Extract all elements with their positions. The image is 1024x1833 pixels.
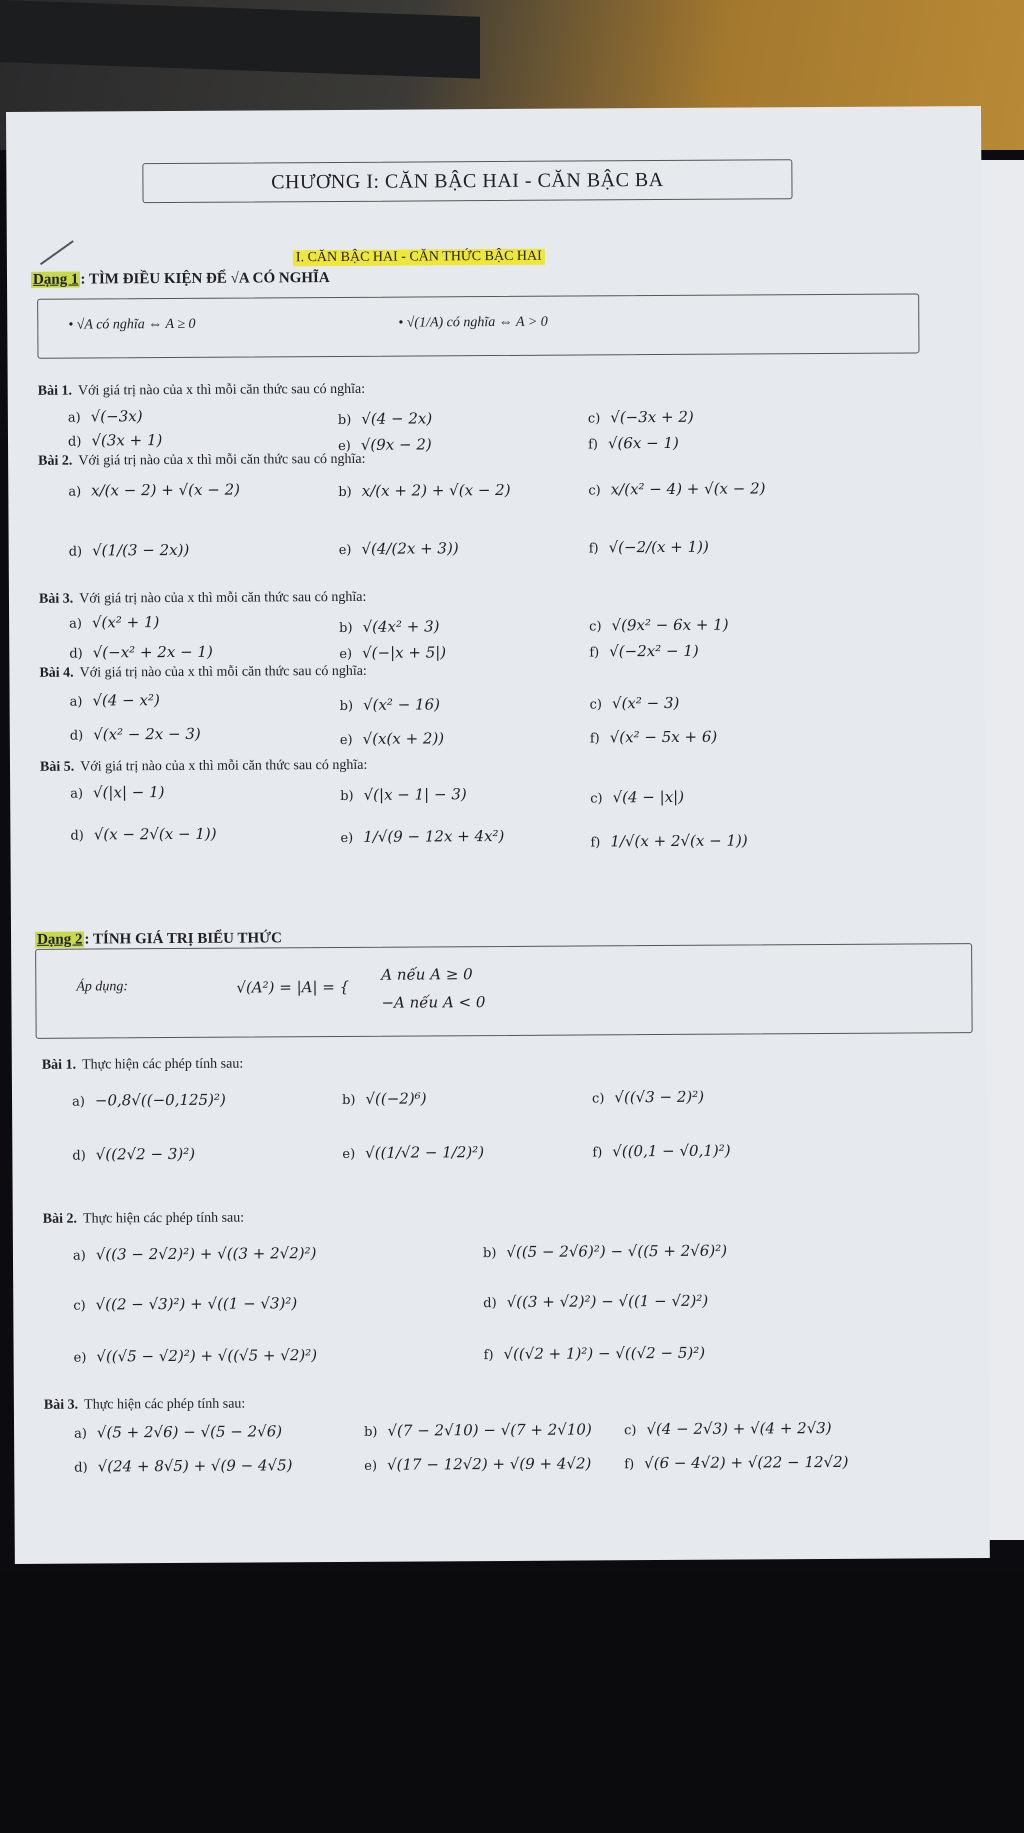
exercise-item	[590, 831, 747, 850]
item-expression: √((0,1 − √0,1)²)	[612, 1141, 731, 1161]
exercise-prompt: Với giá trị nào của x thì mỗi căn thức sau có nghĩa:	[77, 381, 366, 399]
exercise-title	[42, 1057, 243, 1074]
exercise-item	[624, 1419, 832, 1438]
exercise-item	[590, 728, 717, 747]
exercise-item	[68, 481, 240, 500]
exercise-number: Bài 3.	[43, 1397, 79, 1413]
dang1-label: Dạng 1	[32, 271, 79, 288]
exercise-prompt: Với giá trị nào của x thì mỗi căn thức sau có nghĩa:	[78, 451, 366, 469]
exercise-item	[338, 481, 510, 500]
exercise-item	[68, 431, 162, 450]
item-label: e)	[339, 732, 353, 748]
exercise-item	[364, 1454, 591, 1473]
item-label: c)	[588, 483, 601, 499]
exercise-number: Bài 2.	[42, 1211, 78, 1227]
item-expression: √(4 − 2√3) + √(4 + 2√3)	[646, 1418, 832, 1439]
exercise-item	[588, 479, 765, 498]
exercise-item	[339, 539, 459, 558]
item-label: d)	[72, 1148, 86, 1164]
exercise-number: Bài 4.	[39, 665, 74, 681]
item-label: a)	[72, 1248, 86, 1264]
exercise-item	[340, 827, 504, 846]
item-label: f)	[483, 1348, 494, 1364]
item-expression: √(−3x)	[90, 407, 143, 426]
item-expression: √(4 − |x|)	[612, 787, 685, 807]
condition-2: • √(1/A) có nghĩa ⇔ A > 0	[398, 314, 548, 331]
item-label: a)	[67, 410, 81, 426]
apdung-box	[35, 943, 973, 1039]
dang1-title: : TÌM ĐIỀU KIỆN ĐỂ √A CÓ NGHĨA	[80, 270, 330, 288]
item-label: d)	[483, 1296, 497, 1312]
item-label: b)	[339, 620, 353, 636]
exercise-item	[74, 1346, 318, 1365]
exercise-item	[589, 616, 729, 635]
item-label: f)	[589, 645, 600, 661]
apdung-case-2: −A nếu A < 0	[381, 993, 486, 1012]
exercise-item	[339, 617, 439, 636]
exercise-item	[68, 407, 143, 425]
item-expression: √((2√2 − 3)²)	[95, 1144, 196, 1164]
item-expression: √(|x − 1| − 3)	[363, 785, 467, 804]
exercise-item	[484, 1344, 706, 1363]
item-label: b)	[340, 788, 354, 804]
item-expression: √(x − 2√(x − 1))	[93, 824, 217, 844]
item-expression: x/(x² − 4) + √(x − 2)	[610, 479, 766, 499]
item-expression: x/(x − 2) + √(x − 2)	[91, 480, 241, 500]
item-expression: √(x² − 16)	[362, 695, 441, 714]
exercise-item	[69, 541, 190, 560]
item-label: a)	[70, 786, 84, 802]
item-label: e)	[338, 542, 352, 558]
exercise-item	[589, 642, 698, 661]
exercise-item	[70, 725, 201, 744]
item-expression: √(x(x + 2))	[362, 729, 445, 748]
exercise-item	[624, 1453, 848, 1472]
exercise-item	[590, 788, 684, 807]
item-label: e)	[340, 830, 354, 846]
item-expression: √(x² + 1)	[91, 613, 160, 632]
worksheet-page	[6, 106, 990, 1564]
exercise-title	[39, 664, 366, 682]
item-label: f)	[624, 1457, 635, 1473]
exercise-number: Bài 1.	[37, 383, 72, 399]
dang2-heading	[35, 930, 282, 949]
item-label: c)	[591, 1091, 605, 1107]
item-label: a)	[74, 1426, 87, 1442]
item-label: b)	[341, 1092, 356, 1108]
item-expression: √(4 − x²)	[92, 691, 160, 710]
item-label: f)	[592, 1145, 603, 1161]
exercise-item	[588, 434, 679, 453]
item-label: b)	[339, 698, 354, 714]
item-label: c)	[624, 1423, 637, 1439]
item-label: f)	[590, 835, 601, 851]
exercise-item	[340, 729, 444, 748]
exercise-item	[73, 1294, 297, 1313]
exercise-item	[70, 783, 164, 802]
item-expression: √(6x − 1)	[607, 433, 679, 453]
dang2-title: : TÍNH GIÁ TRỊ BIỂU THỨC	[84, 930, 282, 948]
exercise-item	[483, 1242, 727, 1261]
item-label: f)	[588, 541, 599, 557]
exercise-item	[338, 409, 432, 428]
item-expression: √(x² − 2x − 3)	[93, 724, 201, 744]
item-expression: √(x² − 5x + 6)	[609, 727, 718, 747]
dang1-heading	[31, 270, 330, 289]
dang2-label: Dạng 2	[37, 931, 83, 948]
exercise-title	[38, 452, 365, 470]
table-surface	[0, 1570, 1024, 1833]
item-label: e)	[339, 646, 353, 662]
item-label: d)	[69, 646, 83, 662]
exercise-number: Bài 3.	[38, 591, 74, 607]
item-label: e)	[342, 1146, 356, 1162]
apdung-formula: √(A²) = |A| = {	[236, 977, 350, 997]
item-expression: x/(x + 2) + √(x − 2)	[361, 480, 511, 500]
exercise-item	[70, 825, 216, 844]
condition-box	[37, 293, 919, 358]
exercise-item	[589, 538, 709, 557]
exercise-title	[38, 382, 365, 400]
exercise-item	[70, 691, 160, 710]
exercise-title	[43, 1211, 244, 1228]
item-expression: √(−|x + 5|)	[362, 643, 447, 662]
exercise-prompt: Thực hiện các phép tính sau:	[84, 1396, 246, 1413]
item-expression: −0,8√((−0,125)²)	[94, 1090, 226, 1110]
item-expression: √(x² − 3)	[611, 693, 680, 713]
exercise-item	[339, 643, 446, 662]
item-label: d)	[67, 434, 82, 450]
exercise-number: Bài 1.	[41, 1057, 77, 1073]
exercise-prompt: Với giá trị nào của x thì mỗi căn thức sau có nghĩa:	[79, 589, 367, 607]
item-expression: √(9x − 2)	[360, 435, 432, 454]
item-expression: 1/√(9 − 12x + 4x²)	[363, 826, 505, 846]
exercise-prompt: Thực hiện các phép tính sau:	[82, 1056, 244, 1073]
item-expression: √(1/(3 − 2x))	[92, 540, 190, 560]
exercise-number: Bài 2.	[38, 453, 73, 469]
exercise-prompt: Với giá trị nào của x thì mỗi căn thức sau có nghĩa:	[80, 757, 368, 775]
item-expression: √(−2x² − 1)	[609, 641, 699, 661]
item-expression: √((−2)⁶)	[365, 1089, 427, 1108]
item-label: e)	[73, 1350, 87, 1366]
exercise-item	[340, 695, 440, 714]
exercise-item	[588, 408, 694, 427]
item-expression: √(17 − 12√2) + √(9 + 4√2)	[386, 1454, 592, 1474]
chapter-title	[142, 159, 792, 203]
item-expression: √(4x² + 3)	[362, 617, 440, 636]
exercise-item	[340, 785, 467, 804]
item-label: d)	[68, 544, 83, 560]
exercise-item	[72, 1091, 226, 1110]
apdung-case-1: A nếu A ≥ 0	[381, 965, 473, 984]
condition-1: • √A có nghĩa ⇔ A ≥ 0	[68, 316, 196, 333]
item-label: b)	[338, 484, 352, 500]
section-title: I. CĂN BẬC HAI - CĂN THỨC BẬC HAI	[293, 249, 545, 267]
exercise-item	[74, 1456, 292, 1475]
item-label: c)	[587, 411, 601, 427]
exercise-item	[74, 1422, 282, 1441]
exercise-title	[44, 1397, 245, 1414]
exercise-item	[73, 1244, 317, 1263]
pencil-mark	[40, 240, 74, 265]
exercise-title	[40, 758, 367, 776]
exercise-number: Bài 5.	[39, 759, 75, 775]
item-expression: √(9x² − 6x + 1)	[611, 615, 729, 635]
exercise-item	[483, 1292, 708, 1311]
exercise-item	[342, 1089, 427, 1108]
item-expression: √(3x + 1)	[91, 431, 163, 450]
item-label: d)	[74, 1460, 88, 1476]
exercise-item	[69, 613, 159, 632]
item-expression: 1/√(x + 2√(x − 1))	[610, 831, 748, 851]
item-label: f)	[589, 731, 600, 747]
item-label: a)	[69, 694, 83, 710]
apdung-label: Áp dụng:	[76, 979, 129, 995]
item-label: a)	[69, 616, 83, 632]
item-expression: √((1/√2 − 1/2)²)	[365, 1143, 485, 1162]
item-expression: √(−3x + 2)	[610, 407, 694, 427]
item-label: f)	[587, 437, 598, 453]
item-expression: √(7 − 2√10) − √(7 + 2√10)	[387, 1420, 592, 1440]
item-label: b)	[364, 1424, 378, 1440]
exercise-prompt: Thực hiện các phép tính sau:	[82, 1210, 245, 1227]
item-expression: √((√2 + 1)²) − √((√2 − 5)²)	[503, 1343, 706, 1363]
item-expression: √((5 − 2√6)²) − √((5 + 2√6)²)	[506, 1241, 728, 1261]
item-expression: √(4 − 2x)	[361, 409, 433, 428]
item-expression: √(4/(2x + 3))	[361, 539, 459, 558]
exercise-item	[364, 1420, 592, 1439]
item-expression: √(24 + 8√5) + √(9 − 4√5)	[97, 1456, 293, 1476]
item-expression: √(−x² + 2x − 1)	[92, 642, 213, 662]
item-expression: √((3 + √2)²) − √((1 − √2)²)	[506, 1291, 709, 1311]
item-label: e)	[338, 438, 351, 454]
item-label: c)	[590, 791, 603, 807]
item-label: c)	[589, 619, 602, 635]
exercise-item	[69, 643, 213, 662]
exercise-item	[342, 1143, 484, 1162]
item-label: d)	[69, 728, 84, 744]
exercise-item	[592, 1142, 730, 1161]
item-label: b)	[337, 412, 352, 428]
item-expression: √((√3 − 2)²)	[614, 1087, 705, 1107]
item-expression: √(|x| − 1)	[92, 783, 165, 802]
item-label: c)	[589, 697, 603, 713]
item-label: a)	[72, 1094, 85, 1110]
exercise-item	[590, 694, 680, 713]
item-expression: √((√5 − √2)²) + √((√5 + √2)²)	[96, 1346, 318, 1366]
item-label: a)	[68, 484, 82, 500]
item-expression: √(6 − 4√2) + √(22 − 12√2)	[644, 1452, 849, 1473]
item-expression: √((2 − √3)²) + √((1 − √3)²)	[95, 1294, 298, 1314]
item-expression: √(−2/(x + 1))	[608, 537, 709, 557]
chapter-title-text: CHƯƠNG I: CĂN BẬC HAI - CĂN BẬC BA	[271, 168, 664, 193]
exercise-item	[592, 1088, 704, 1107]
exercise-item	[72, 1145, 195, 1164]
item-expression: √((3 − 2√2)²) + √((3 + 2√2)²)	[95, 1244, 317, 1264]
item-label: b)	[482, 1246, 497, 1262]
item-expression: √(5 + 2√6) − √(5 − 2√6)	[96, 1422, 283, 1442]
item-label: d)	[70, 828, 84, 844]
exercise-title	[39, 590, 366, 608]
item-label: e)	[364, 1458, 378, 1474]
exercise-prompt: Với giá trị nào của x thì mỗi căn thức sau có nghĩa:	[79, 663, 367, 681]
item-label: c)	[73, 1298, 86, 1314]
